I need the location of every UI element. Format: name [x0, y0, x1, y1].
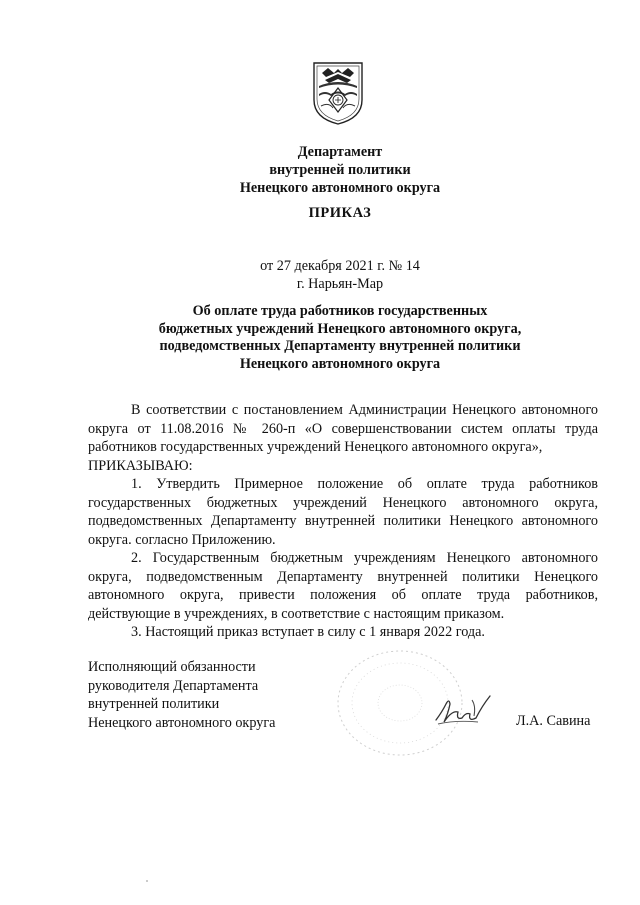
position-line-3: внутренней политики	[88, 696, 220, 712]
document-subject	[60, 303, 620, 373]
item-3-paragraph: 3. Настоящий приказ вступает в силу с 1 января 2022 года.	[131, 624, 485, 640]
handwritten-signature-icon	[432, 690, 496, 732]
dept-line-2: внутренней политики	[269, 162, 411, 178]
position-line-1: Исполняющий обязанности	[88, 659, 256, 675]
dept-line-3: Ненецкого автономного округа	[239, 180, 441, 196]
document-body	[88, 401, 598, 642]
date-number-line: от 27 декабря 2021 г. № 14	[260, 258, 420, 274]
position-line-2: руководителя Департамента	[88, 677, 259, 694]
document-meta	[60, 257, 620, 293]
order-word: ПРИКАЗЫВАЮ:	[88, 457, 193, 474]
coat-of-arms-icon	[311, 60, 365, 126]
subject-line-4: Ненецкого автономного округа	[239, 355, 441, 372]
item-2-paragraph: 2. Государственным бюджетным учреждениям Ненецкого автономного округа, подведомственным Департаменту внутренней политики Ненецкого автономного округа, привести положения об оплате труда работников, действующие в учреждениях, в соответствие с настоящим приказом.	[88, 550, 598, 622]
department-name	[60, 143, 620, 197]
position-line-4: Ненецкого автономного округа	[88, 714, 276, 731]
document-type-title: ПРИКАЗ	[308, 205, 372, 221]
preamble-paragraph: В соответствии с постановлением Администрации Ненецкого автономного округа от 11.08.2016 № 260-п «О совершенствовании систем оплаты труда работников государственных учреждений Ненецкого автономного округа»,	[88, 402, 598, 455]
subject-line-1: Об оплате труда работников государственных	[192, 303, 488, 319]
signatory-position	[88, 658, 275, 732]
scan-speck	[146, 880, 148, 882]
subject-line-2: бюджетных учреждений Ненецкого автономного округа,	[158, 320, 522, 337]
city-line: г. Нарьян-Мар	[296, 276, 384, 292]
item-1-paragraph: 1. Утвердить Примерное положение об оплате труда работников государственных бюджетных учреждений Ненецкого автономного округа, подведомственных Департаменту внутренней политики Ненецкого автономного округа. согласно Приложению.	[88, 476, 598, 548]
dept-line-1: Департамент	[297, 144, 383, 160]
signer-name: Л.А. Савина	[516, 713, 591, 729]
subject-line-3: подведомственных Департаменту внутренней политики	[159, 338, 521, 354]
